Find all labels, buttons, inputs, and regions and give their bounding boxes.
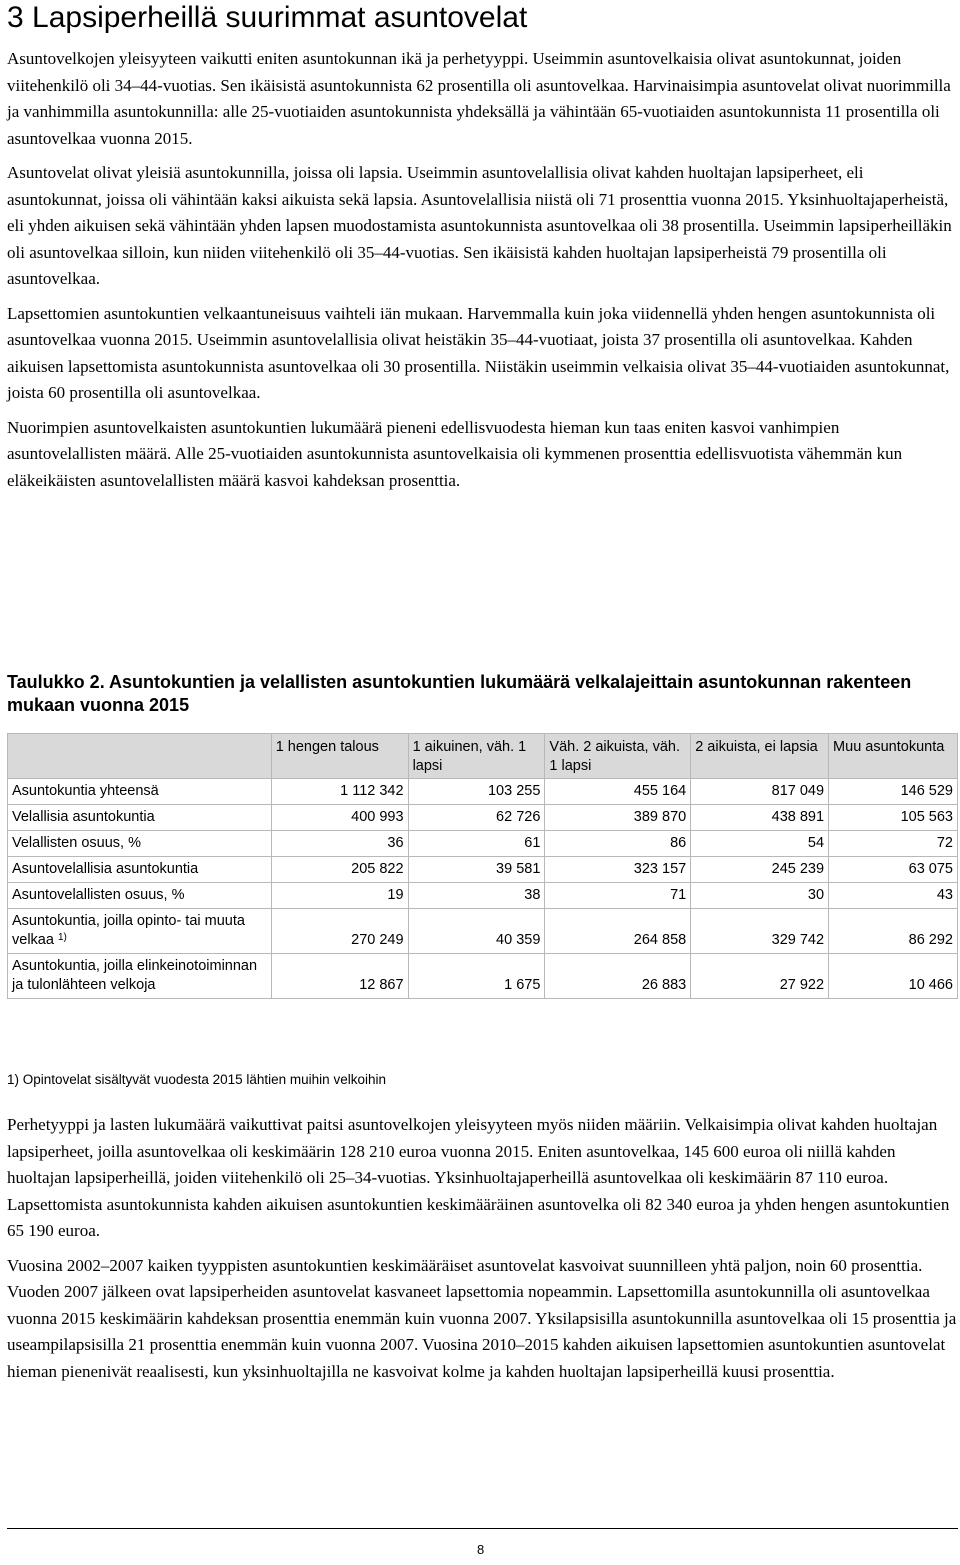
row-label: Asuntovelallisia asuntokuntia bbox=[8, 857, 272, 883]
paragraph: Vuosina 2002–2007 kaiken tyyppisten asuntokuntien keskimääräiset asuntovelat kasvoivat suunnilleen yhtä paljon, noin 60 prosenttia. Vuoden 2007 jälkeen ovat lapsiperheiden asuntovelat kasvaneet lapsettomia nopeammin. Lapsettomilla asuntokunnilla oli asuntovelkaa vuonna 2015 keskimäärin kahdeksan prosenttia enemmän kuin vuonna 2007. Yksilapsisilla asuntokunnilla asuntovelkaa oli 15 prosenttia ja useampilapsisilla 21 prosenttia enemmän kuin vuonna 2007. Vuosina 2010–2015 kahden aikuisen lapsettomien asuntokuntien asuntovelat hieman pienenivät reaalisesti, kun yksinhuoltajilla ne kasvoivat kolme ja kahden huoltajan lapsiperheillä kuusi prosenttia. bbox=[7, 1255, 957, 1381]
table-cell: 54 bbox=[691, 831, 829, 857]
row-label: Asuntokuntia, joilla elinkeinotoiminnan ja tulonlähteen velkoja bbox=[8, 954, 272, 999]
paragraph: Lapsettomien asuntokuntien velkaantuneisuus vaihteli iän mukaan. Harvemmalla kuin joka viidennellä yhden hengen asuntokunnista oli asuntovelkaa vuonna 2015. Useimmin asuntovelallisia olivat heistäkin 35–44-vuotiaat, joista 37 prosentilla oli asuntovelkaa. Kahden aikuisen lapsettomista asuntokunnista asuntovelkaa oli 30 prosentilla. Niistäkin useimmin velkaisia olivat 35–44-vuotiaiden asuntokunnat, joista 60 prosentilla oli asuntovelkaa. bbox=[7, 303, 950, 402]
table-cell: 43 bbox=[829, 883, 958, 909]
table-cell: 455 164 bbox=[545, 779, 691, 805]
table-header-corner bbox=[8, 734, 272, 779]
table-row bbox=[8, 857, 958, 883]
section-heading: 3 Lapsiperheillä suurimmat asuntovelat bbox=[7, 1, 528, 34]
table-cell: 62 726 bbox=[408, 805, 545, 831]
table-cell: 264 858 bbox=[545, 909, 691, 954]
table-cell: 63 075 bbox=[829, 857, 958, 883]
table-cell: 19 bbox=[271, 883, 408, 909]
table-cell: 86 bbox=[545, 831, 691, 857]
table-cell: 86 292 bbox=[829, 909, 958, 954]
table-footnote: 1) Opintovelat sisältyvät vuodesta 2015 lähtien muihin velkoihin bbox=[7, 1072, 386, 1087]
table-cell: 27 922 bbox=[691, 954, 829, 999]
table-cell: 1 112 342 bbox=[271, 779, 408, 805]
table-cell: 40 359 bbox=[408, 909, 545, 954]
table-cell: 323 157 bbox=[545, 857, 691, 883]
table-cell: 72 bbox=[829, 831, 958, 857]
table-row bbox=[8, 779, 958, 805]
table-cell: 1 675 bbox=[408, 954, 545, 999]
table-title: Taulukko 2. Asuntokuntien ja velallisten asuntokuntien lukumäärä velkalajeittain asuntokunnan rakenteen mukaan vuonna 2015 bbox=[7, 672, 912, 715]
table-header-row bbox=[8, 734, 958, 779]
paragraph: Nuorimpien asuntovelkaisten asuntokuntien lukumäärä pieneni edellisvuodesta hieman kun taas eniten kasvoi vanhimpien asuntovelallisten määrä. Alle 25-vuotiaiden asuntokunnista asuntovelkaisia oli kymmenen prosenttia edellisvuotista vähemmän kun eläkeikäisten asuntovelallisten määrä kasvoi kahdeksan prosenttia. bbox=[7, 417, 903, 490]
column-header: Muu asuntokunta bbox=[829, 734, 958, 779]
footnote-marker: 1) bbox=[57, 932, 67, 943]
table-cell: 438 891 bbox=[691, 805, 829, 831]
table-cell: 10 466 bbox=[829, 954, 958, 999]
table-cell: 105 563 bbox=[829, 805, 958, 831]
table-row bbox=[8, 883, 958, 909]
table-cell: 39 581 bbox=[408, 857, 545, 883]
page-number: 8 bbox=[477, 1542, 485, 1557]
table-cell: 389 870 bbox=[545, 805, 691, 831]
table-cell: 205 822 bbox=[271, 857, 408, 883]
table-cell: 270 249 bbox=[271, 909, 408, 954]
table-cell: 400 993 bbox=[271, 805, 408, 831]
paragraph: Asuntovelkojen yleisyyteen vaikutti eniten asuntokunnan ikä ja perhetyyppi. Useimmin asuntovelkaisia olivat asuntokunnat, joiden viitehenkilö oli 34–44-vuotias. Sen ikäisistä asuntokunnista 62 prosentilla oli asuntovelkaa. Harvinaisimpia asuntovelat olivat nuorimmilla ja vanhimmilla asuntokunnilla: alle 25-vuotiaiden asuntokunnista yhdeksällä ja vähintään 65-vuotiaiden asuntokunnista 11 prosentilla oli asuntovelkaa vuonna 2015. bbox=[7, 49, 951, 148]
row-label: Velallisten osuus, % bbox=[8, 831, 272, 857]
footer-divider bbox=[7, 1528, 958, 1529]
paragraph: Asuntovelat olivat yleisiä asuntokunnilla, joissa oli lapsia. Useimmin asuntovelallisia olivat kahden huoltajan lapsiperheet, eli asuntokunnat, joissa oli vähintään kaksi aikuista sekä lapsia. Asuntovelallisia niistä oli 71 prosenttia vuonna 2015. Yksinhuoltajaperheistä, eli yhden aikuisen sekä vähintään yhden lapsen muodostamista asuntokunnista asuntovelkaa oli 38 prosentilla. Useimmin lapsiperheilläkin oli asuntovelkaa silloin, kun niiden viitehenkilö oli 35–44-vuotias. Sen ikäisistä kahden huoltajan lapsiperheistä 79 prosentilla oli asuntovelkaa. bbox=[7, 163, 952, 288]
table-cell: 36 bbox=[271, 831, 408, 857]
table-cell: 30 bbox=[691, 883, 829, 909]
table-cell: 26 883 bbox=[545, 954, 691, 999]
table-cell: 12 867 bbox=[271, 954, 408, 999]
table-cell: 817 049 bbox=[691, 779, 829, 805]
paragraph: Perhetyyppi ja lasten lukumäärä vaikuttivat paitsi asuntovelkojen yleisyyteen myös niiden määriin. Velkaisimpia olivat kahden huoltajan lapsiperheet, joilla asuntovelkaa oli keskimäärin 128 210 euroa vuonna 2015. Eniten asuntovelkaa, 145 600 euroa oli niillä kahden huoltajan lapsiperheillä, joiden viitehenkilö oli 25–34-vuotias. Yksinhuoltajaperheillä asuntovelkaa oli keskimäärin 87 110 euroa. Lapsettomista asuntokunnista kahden aikuisen asuntokuntien keskimääräinen asuntovelka oli 82 340 euroa ja yhden hengen asuntokuntien 65 190 euroa. bbox=[7, 1115, 950, 1240]
table-row bbox=[8, 831, 958, 857]
body-text-bottom bbox=[7, 1112, 957, 1393]
column-header: 2 aikuista, ei lapsia bbox=[691, 734, 829, 779]
row-label: Asuntokuntia yhteensä bbox=[8, 779, 272, 805]
statistics-table bbox=[7, 733, 958, 999]
column-header: Väh. 2 aikuista, väh. 1 lapsi bbox=[545, 734, 691, 779]
row-label: Asuntokuntia, joilla opinto- tai muuta velkaa $^{1)}$ bbox=[8, 909, 272, 954]
table-cell: 61 bbox=[408, 831, 545, 857]
table-cell: 245 239 bbox=[691, 857, 829, 883]
table-cell: 38 bbox=[408, 883, 545, 909]
table-row bbox=[8, 805, 958, 831]
body-text-top bbox=[7, 46, 957, 502]
table-row bbox=[8, 954, 958, 999]
table-row bbox=[8, 909, 958, 954]
row-label: Velallisia asuntokuntia bbox=[8, 805, 272, 831]
row-label: Asuntovelallisten osuus, % bbox=[8, 883, 272, 909]
table-cell: 103 255 bbox=[408, 779, 545, 805]
table-cell: 146 529 bbox=[829, 779, 958, 805]
table-cell: 71 bbox=[545, 883, 691, 909]
column-header: 1 hengen talous bbox=[271, 734, 408, 779]
table-cell: 329 742 bbox=[691, 909, 829, 954]
column-header: 1 aikuinen, väh. 1 lapsi bbox=[408, 734, 545, 779]
